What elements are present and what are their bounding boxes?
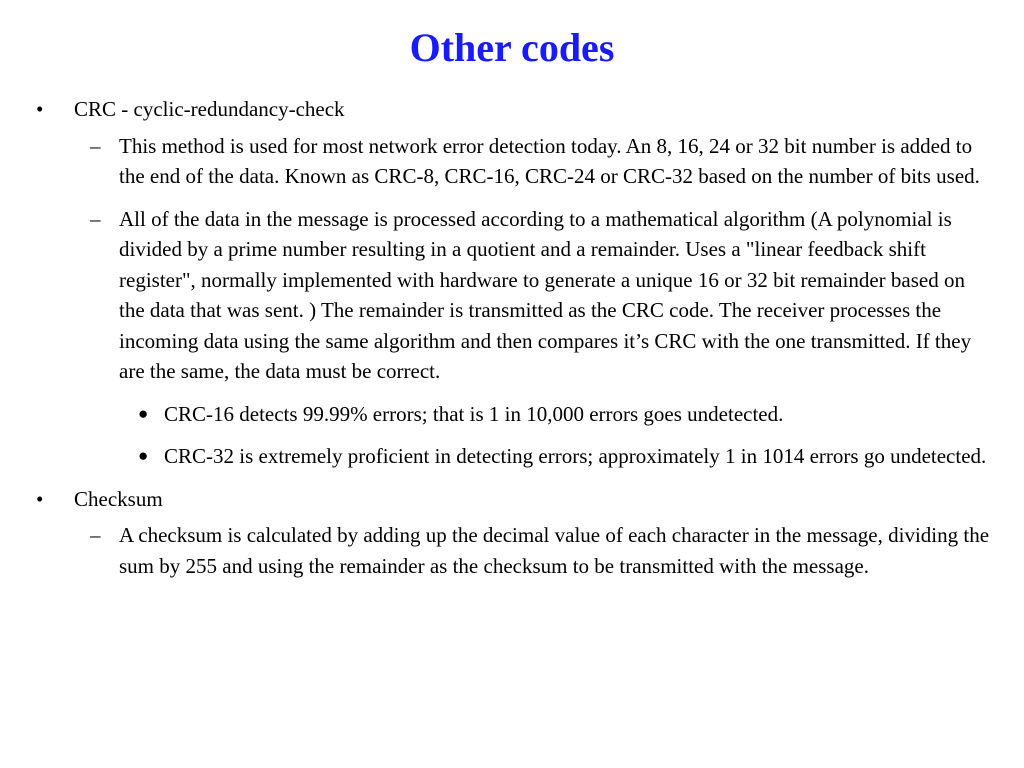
bullet-marker: • xyxy=(36,486,44,511)
dash-marker: – xyxy=(90,133,101,158)
sub-item-crc-method xyxy=(0,131,991,192)
point-crc16 xyxy=(0,399,994,430)
point-text: CRC-32 is extremely proficient in detecting errors; approximately 1 in 1014 errors go undetected. xyxy=(164,444,987,468)
sub-item-text: This method is used for most network error detection today. An 8, 16, 24 or 32 bit number is added to the end of the data. Known as CRC-8, CRC-16, CRC-24 or CRC-32 based on the number of bits used. xyxy=(119,133,980,188)
slide-content xyxy=(0,94,1024,581)
sub-item-checksum xyxy=(0,520,991,581)
sub-item-text: A checksum is calculated by adding up the decimal value of each character in the message, dividing the sum by 255 and using the remainder as the checksum to be transmitted with the message. xyxy=(119,523,990,578)
sub-item-text: All of the data in the message is processed according to a mathematical algorithm (A polynomial is divided by a prime number resulting in a quotient and a remainder. Uses a "linear feedback shift register", normally implemented with hardware to generate a unique 16 or 32 bit remainder based on the data that was sent. ) The remainder is transmitted as the CRC code. The receiver processes the incoming data using the same algorithm and then compares it’s CRC with the one transmitted. If they are the same, the data must be correct. xyxy=(119,206,972,383)
dash-marker: – xyxy=(90,523,101,547)
bullet-marker: • xyxy=(36,97,44,121)
dot-marker: ● xyxy=(138,446,149,465)
dash-marker: – xyxy=(90,206,101,231)
bullet-text: Checksum xyxy=(74,486,163,511)
slide-title: Other codes xyxy=(409,25,615,70)
dot-marker: ● xyxy=(138,403,149,423)
point-crc32 xyxy=(0,441,994,472)
point-text: CRC-16 detects 99.99% errors; that is 1 in 10,000 errors goes undetected. xyxy=(164,401,784,426)
bullet-item-crc xyxy=(0,94,994,125)
bullet-item-checksum xyxy=(0,484,994,515)
sub-item-crc-algorithm xyxy=(0,204,991,387)
bullet-text: CRC - cyclic-redundancy-check xyxy=(74,97,345,121)
